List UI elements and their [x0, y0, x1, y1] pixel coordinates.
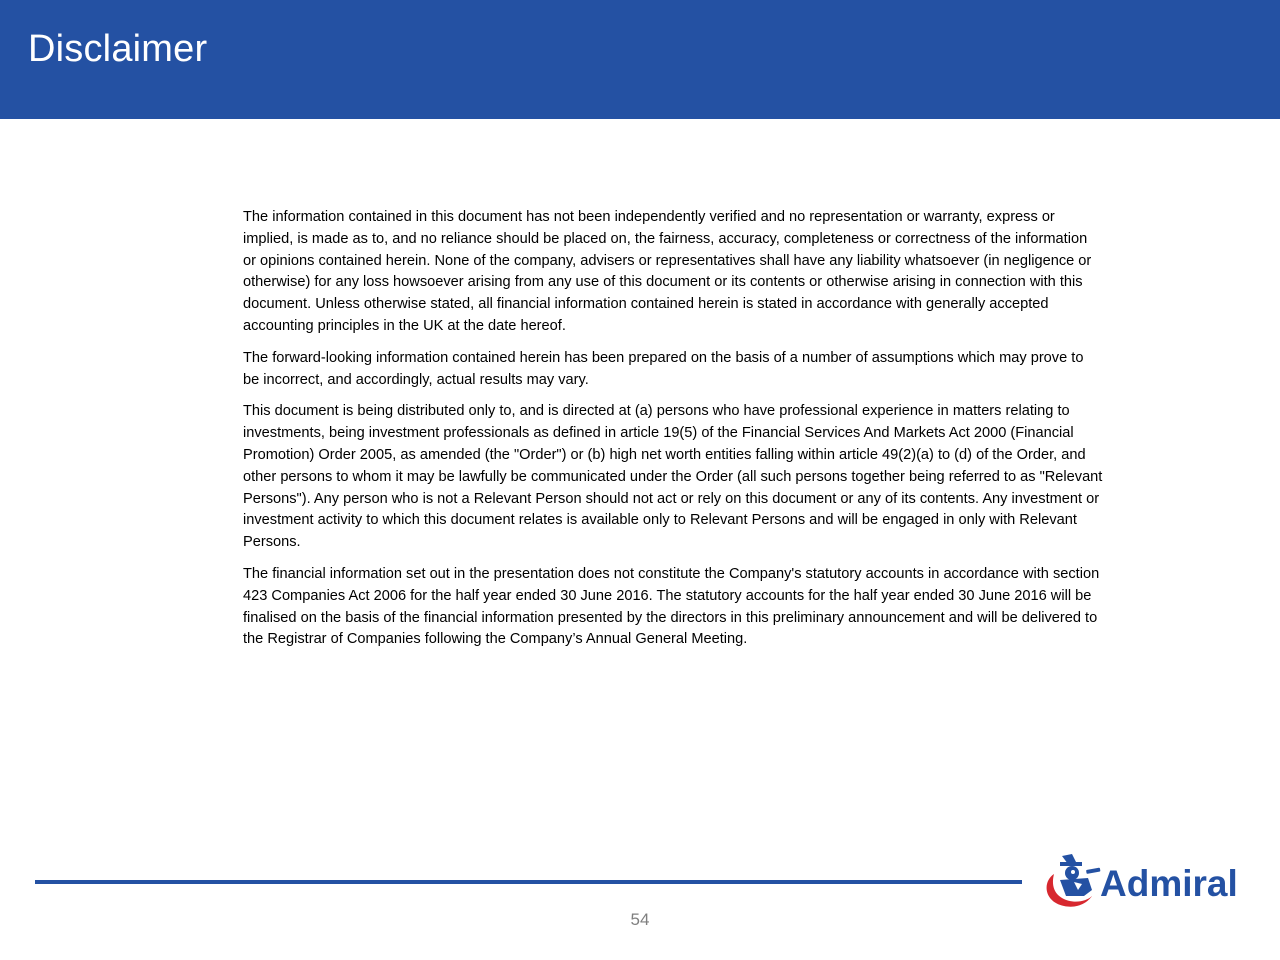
admiral-logo — [1042, 852, 1238, 912]
disclaimer-body — [243, 207, 1103, 661]
footer-rule — [35, 880, 1022, 884]
disclaimer-paragraph: The financial information set out in the presentation does not constitute the Company's statutory accounts in accordance with section 423 Companies Act 2006 for the half year ended 30 June 2016. The statutory accounts for the half year ended 30 June 2016 will be finalised on the basis of the financial information presented by the directors in this preliminary announcement and will be delivered to the Registrar of Companies following the Company’s Annual General Meeting. — [243, 565, 1100, 648]
disclaimer-paragraph: This document is being distributed only to, and is directed at (a) persons who have professional experience in matters relating to investments, being investment professionals as defined in article 19(5) of the Financial Services And Markets Act 2000 (Financial Promotion) Order 2005, as amended (the "Order") or (b) high net worth entities falling within article 49(2)(a) to (d) of the Order, and other persons to whom it may be lawfully be communicated under the Order (all such persons together being referred to as "Relevant Persons"). Any person who is not a Relevant Person should not act or rely on this document or any of its contents. Any investment or investment activity to which this document relates is available only to Relevant Persons and will be engaged in only with Relevant Persons. — [243, 403, 1103, 551]
slide-title: Disclaimer — [28, 28, 208, 70]
page-number: 54 — [630, 910, 650, 929]
header-band — [0, 0, 1280, 119]
admiral-wordmark: Admiral — [1100, 863, 1238, 904]
disclaimer-paragraph: The information contained in this document has not been independently verified and no representation or warranty, express or implied, is made as to, and no reliance should be placed on, the fairness, accuracy, completeness or correctness of the information or opinions contained herein. None of the company, advisers or representatives shall have any liability whatsoever (in negligence or otherwise) for any loss howsoever arising from any use of this document or its contents or otherwise arising in connection with this document. Unless otherwise stated, all financial information contained herein is stated in accordance with generally accepted accounting principles in the UK at the date hereof. — [243, 209, 1092, 334]
admiral-figure-icon — [1047, 854, 1101, 907]
disclaimer-paragraph: The forward-looking information contained herein has been prepared on the basis of a number of assumptions which may prove to be incorrect, and accordingly, actual results may vary. — [243, 349, 1084, 388]
